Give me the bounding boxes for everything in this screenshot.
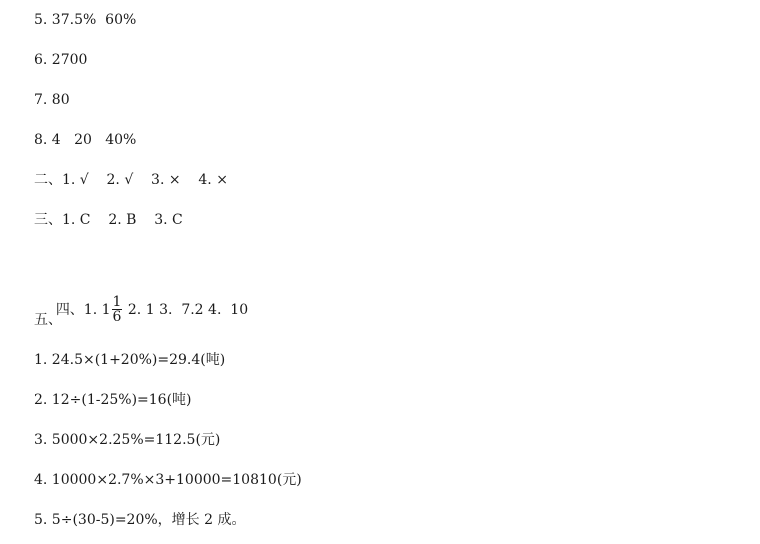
answer-5-item-3: 3. 5000×2.25%=112.5(元) [34,432,221,448]
answer-line-1-5: 5. 37.5% 60% [34,12,137,28]
fraction-denominator: 6 [112,308,122,325]
answer-line-1-8: 8. 4 20 40% [34,132,137,148]
answer-section-5-heading: 五、 [34,312,62,328]
answer-5-item-4: 4. 10000×2.7%×3+10000=10810(元) [34,472,302,488]
answer-line-1-6: 6. 2700 [34,52,88,68]
fraction-numerator: 1 [112,293,122,310]
answer-line-1-7: 7. 80 [34,92,70,108]
answer-5-item-2: 2. 12÷(1-25%)=16(吨) [34,392,192,408]
answer-section-4 [38,250,249,325]
section-4-rest: 2. 1 3. 7.2 4. 10 [123,302,249,318]
answer-section-2: 二、1. √ 2. √ 3. × 4. × [34,172,228,188]
answer-section-3: 三、1. C 2. B 3. C [34,212,183,228]
answer-5-item-1: 1. 24.5×(1+20%)=29.4(吨) [34,352,226,368]
answer-5-item-5: 5. 5÷(30-5)=20%，增长 2 成。 [34,512,246,528]
mixed-fraction [112,295,123,324]
section-4-prefix: 四、1. 1 [55,302,111,318]
